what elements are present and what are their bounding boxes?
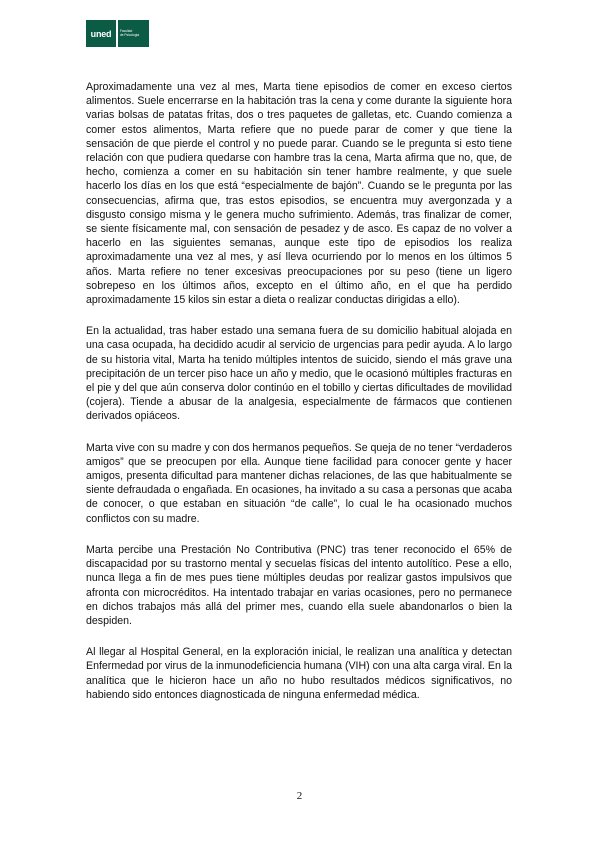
paragraph-family-relations: Marta vive con su madre y con dos hermanos pequeños. Se queja de no tener “verdaderos amigos” que se preocupen por ella. Aunque tiene facilidad para conocer gente y hacer amigos, presenta dificultad para mantener dichas relaciones, de las que habitualmente se siente defraudada o engañada. En ocasiones, ha invitado a su casa a personas que acaba de conocer, o que estaban en situación “de calle”, lo cual le ha ocasionado muchos conflictos con su madre. xyxy=(86,441,512,525)
paragraph-hospital: Al llegar al Hospital General, en la exploración inicial, le realizan una analítica y detectan Enfermedad por virus de la inmunodeficiencia humana (VIH) con una alta carga viral. En la analítica que le hicieron hace un año no hubo resultados médicos significativos, no habiendo sido entonces diagnosticada de ninguna enfermedad médica. xyxy=(86,646,512,701)
paragraph-current-situation: En la actualidad, tras haber estado una semana fuera de su domicilio habitual alojada en una casa ocupada, ha decidido acudir al servicio de urgencias para pedir ayuda. A lo largo de su historia vital, Marta ha tenido múltiples intentos de suicido, siendo el más grave una precipitación de un tercer piso hace un año y medio, que le ocasionó múltiples fracturas en el pie y del que aún conserva dolor continúo en el tobillo y ciertas dificultades de movilidad (cojera). Tiende a abusar de la analgesia, especialmente de fármacos que contienen derivados opiáceos. xyxy=(86,325,512,423)
document-body xyxy=(86,80,512,719)
logo-uned-block: uned xyxy=(86,20,116,47)
uned-logo xyxy=(86,20,149,47)
logo-faculty-line1: Facultad xyxy=(120,28,133,33)
logo-faculty-line2: de Psicología xyxy=(120,32,140,37)
page-number: 2 xyxy=(296,790,303,802)
logo-faculty-block xyxy=(118,20,149,47)
paragraph-finances: Marta percibe una Prestación No Contributiva (PNC) tras tener reconocido el 65% de discapacidad por su trastorno mental y secuelas físicas del intento autolítico. Pese a ello, nunca llega a fin de mes pues tiene múltiples deudas por realizar gastos impulsivos que afronta con microcréditos. Ha intentado trabajar en varias ocasiones, pero no permanece en dichos trabajos más allá del primer mes, cuando ella suele abandonarlos o bien la despiden. xyxy=(86,543,512,627)
paragraph-episodes: Aproximadamente una vez al mes, Marta tiene episodios de comer en exceso ciertos alimentos. Suele encerrarse en la habitación tras la cena y come durante la siguiente hora varias bolsas de patatas fritas, dos o tres paquetes de galletas, etc. Cuando comienza a comer estos alimentos, Marta refiere que no puede parar de comer y que tiene la sensación de que pierde el control y no puede parar. Cuando se le pregunta si esto tiene relación con que pudiera quedarse con hambre tras la cena, Marta afirma que no, que, de hecho, comienza a comer en su habitación sin tener hambre realmente, y que suele hacerlo los días en los que está “especialmente de bajón”. Cuando se le pregunta por las consecuencias, afirma que, tras estos episodios, se encuentra muy avergonzada y a disgusto consigo misma y le genera mucho sufrimiento. Además, tras finalizar de comer, se siente físicamente mal, con sensación de pesadez y de asco. Es capaz de no volver a hacerlo en las siguientes semanas, aunque este tipo de episodios los realiza aproximadamente una vez al mes, y así lleva ocurriendo por lo menos en los últimos 5 años. Marta refiere no tener excesivas preocupaciones por su peso (tiene un ligero sobrepeso en los últimos años, excepto en el último año, en el que ha perdido aproximadamente 15 kilos sin estar a dieta o realizar conductas dirigidas a ello). xyxy=(86,81,512,307)
